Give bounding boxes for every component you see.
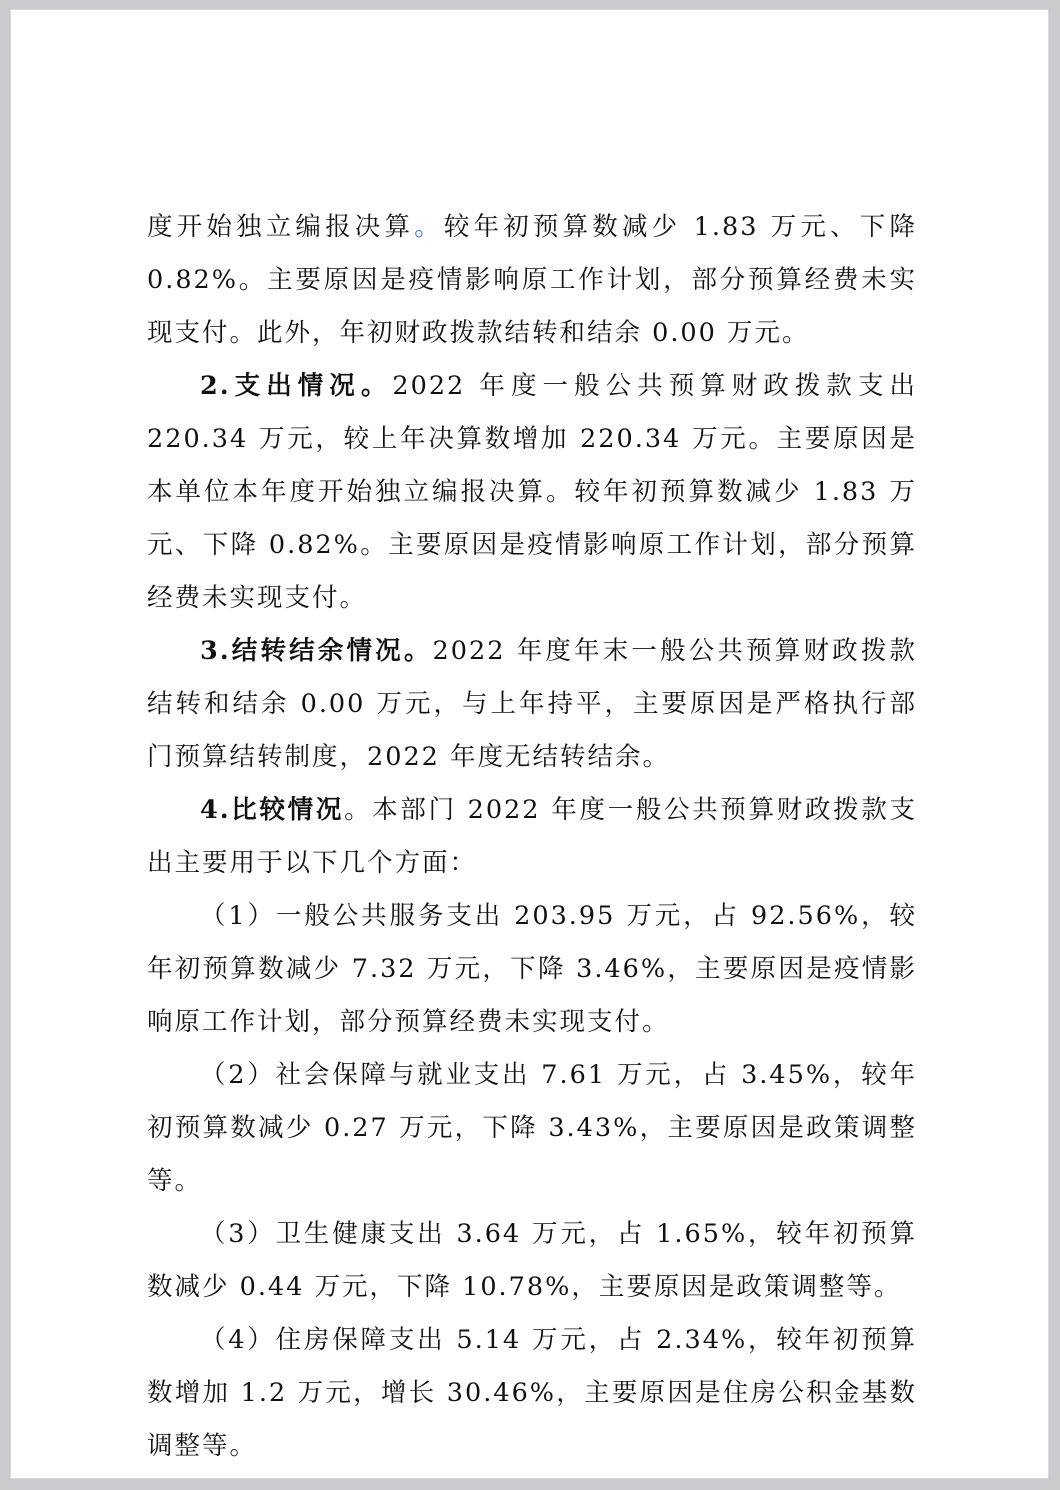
list-item-general-public-services: （1）一般公共服务支出 203.95 万元，占 92.56%，较年初预算数减少 7.32 万元，下降 3.46%，主要原因是疫情影响原工作计划，部分预算经费未实现支付。 (147, 901, 917, 1037)
document-page (10, 9, 1049, 1479)
paragraph-budget-continuation (147, 201, 917, 360)
list-item-social-security: （2）社会保障与就业支出 7.61 万元，占 3.45%，较年初预算数减少 0.27 万元，下降 3.43%，主要原因是政策调整等。 (147, 1060, 917, 1196)
section-heading: 2.支出情况。 (200, 371, 393, 401)
section-heading: 4.比较情况 (200, 795, 345, 825)
paragraph-text: 较年初预算数减少 1.83 万元、下降 0.82%。主要原因是疫情影响原工作计划，部分预算经费未实现支付。此外，年初财政拨款结转和结余 0.00 万元。 (147, 212, 917, 348)
paragraph-text: 。本部门 2022 年度一般公共预算财政拨款支出主要用于以下几个方面： (147, 795, 918, 878)
edit-mark: 。 (414, 212, 444, 242)
paragraph-text: 2022 年度一般公共预算财政拨款支出 220.34 万元，较上年决算数增加 220.34 万元。主要原因是本单位本年度开始独立编报决算。较年初预算数减少 1.83 万元、下降 0.82%。主要原因是疫情影响原工作计划，部分预算经费未实现支付。 (147, 371, 917, 613)
list-item-health: （3）卫生健康支出 3.64 万元，占 1.65%，较年初预算数减少 0.44 万元，下降 10.78%，主要原因是政策调整等。 (147, 1219, 917, 1302)
paragraph-text: 度开始独立编报决算 (147, 212, 415, 242)
document-body (147, 201, 917, 1473)
paragraph-text: 2022 年度年末一般公共预算财政拨款结转和结余 0.00 万元，与上年持平，主要原因是严格执行部门预算结转制度，2022 年度无结转结余。 (147, 636, 917, 772)
paragraph-comparison (147, 784, 917, 890)
paragraph-carryover (147, 625, 917, 784)
section-heading: 3.结转结余情况。 (200, 636, 433, 666)
paragraph-expenditure (147, 360, 917, 625)
list-item-housing: （4）住房保障支出 5.14 万元，占 2.34%，较年初预算数增加 1.2 万元，增长 30.46%，主要原因是住房公积金基数调整等。 (147, 1325, 917, 1461)
